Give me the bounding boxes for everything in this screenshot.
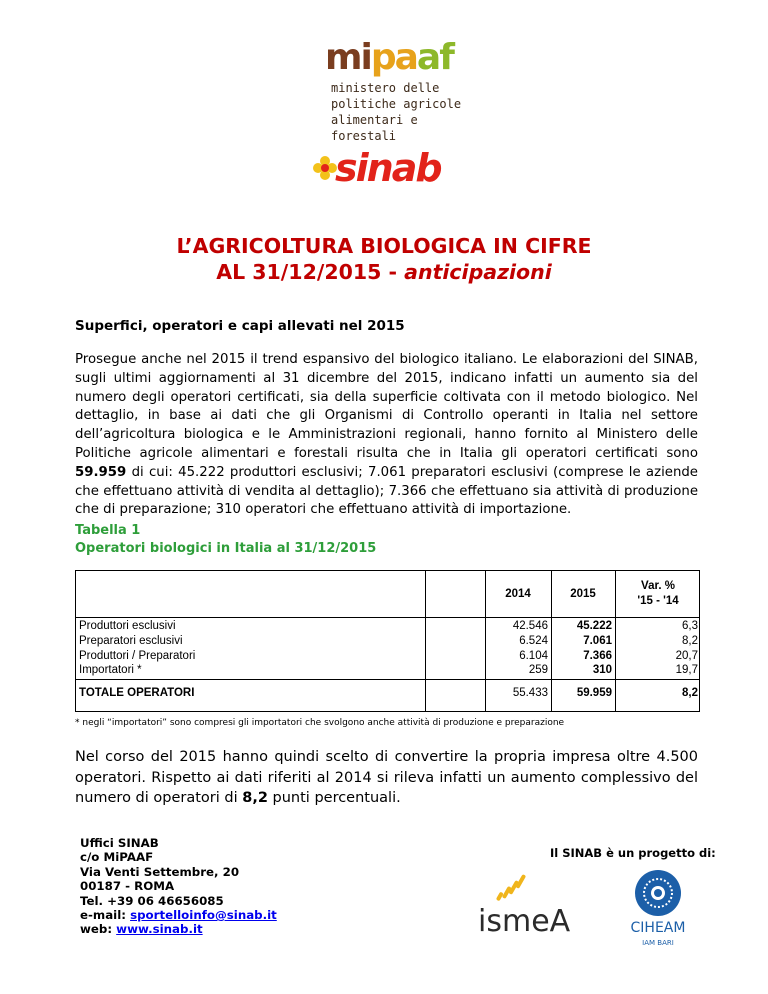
table-title-caption: Operatori biologici in Italia al 31/12/2015 <box>75 541 377 556</box>
ciheam-logo-word: CIHEAM <box>630 920 686 936</box>
header-variation: Var. % '15 - '14 <box>637 580 679 607</box>
header-2015: 2015 <box>570 587 596 600</box>
paragraph-conversion: Nel corso del 2015 hanno quindi scelto di convertire la propria impresa oltre 4.500 operatori. Rispetto ai dati riferiti al 2014 si rileva infatti un aumento complessivo del numero di operatori di 8,2 punti percentuali. <box>75 749 698 806</box>
project-label: Il SINAB è un progetto di: <box>550 846 716 860</box>
paragraph-operators: Prosegue anche nel 2015 il trend espansivo del biologico italiano. Le elaborazioni del SINAB, sugli ultimi aggiornamenti al 31 dicembre del 2015, indicano infatti un aumento sia del numero degli operatori certificati, sia della superficie coltivata con il metodo biologico. Nel dettaglio, in base ai dati che gli Organismi di Controllo operanti in Italia nel settore dell’agricoltura biologica e le Amministrazioni regionali, hanno fornito al Ministero delle Politiche agricole alimentari e forestali risulta che in Italia gli operatori certificati sono 59.959 di cui: 45.222 produttori esclusivi; 7.061 preparatori esclusivi (comprese le aziende che effettuano attività di vendita al dettaglio); 7.366 che effettuano sia attività di produzione che di preparazione; 310 operatori che effettuano attività di importazione. <box>75 352 698 518</box>
ciheam-logo-subtitle: IAM BARI <box>642 939 674 947</box>
mipaaf-logo <box>325 37 465 144</box>
table-title-number: Tabella 1 <box>75 523 141 538</box>
email-link[interactable]: sportelloinfo@sinab.it <box>130 908 277 923</box>
website-link[interactable]: www.sinab.it <box>116 922 203 937</box>
page-title-line2: AL 31/12/2015 - anticipazioni <box>216 260 552 284</box>
office-contact-block: Uffici SINAB c/o MiPAAF Via Venti Settembre, 20 00187 - ROMA Tel. +39 06 46656085 e-mail: sportelloinfo@sinab.it web: www.sinab.it <box>80 836 277 937</box>
sinab-logo-word: sinab <box>335 146 441 190</box>
ismea-logo-word: ismeA <box>478 904 571 939</box>
mipaaf-logo-word: mipaaf <box>325 37 453 78</box>
table-footnote: * negli “importatori” sono compresi gli importatori che svolgono anche attività di produzione e preparazione <box>75 718 565 728</box>
flower-icon <box>313 156 337 180</box>
operators-table: 2014 2015 Var. % '15 - '14 Produttori esclusivi 42.546 45.222 6,3 Preparatori esclusivi 6.524 7.061 8,2 Produttori / Preparatori 6.104 7.366 20,7 Importatori * 259 310 19,7 TOTALE OPERATORI 55.433 59.959 8,2 <box>75 570 700 712</box>
section-heading: Superfici, operatori e capi allevati nel 2015 <box>75 318 405 334</box>
mipaaf-logo-subtitle: ministero delle politiche agricole alimentari e forestali <box>331 81 462 143</box>
ciheam-logo <box>620 866 700 956</box>
sinab-logo <box>313 146 463 190</box>
ciheam-emblem-icon <box>635 870 681 916</box>
ismea-logo <box>478 870 588 940</box>
page-title-line1: L’AGRICOLTURA BIOLOGICA IN CIFRE <box>176 234 592 258</box>
header-2014: 2014 <box>505 587 531 600</box>
